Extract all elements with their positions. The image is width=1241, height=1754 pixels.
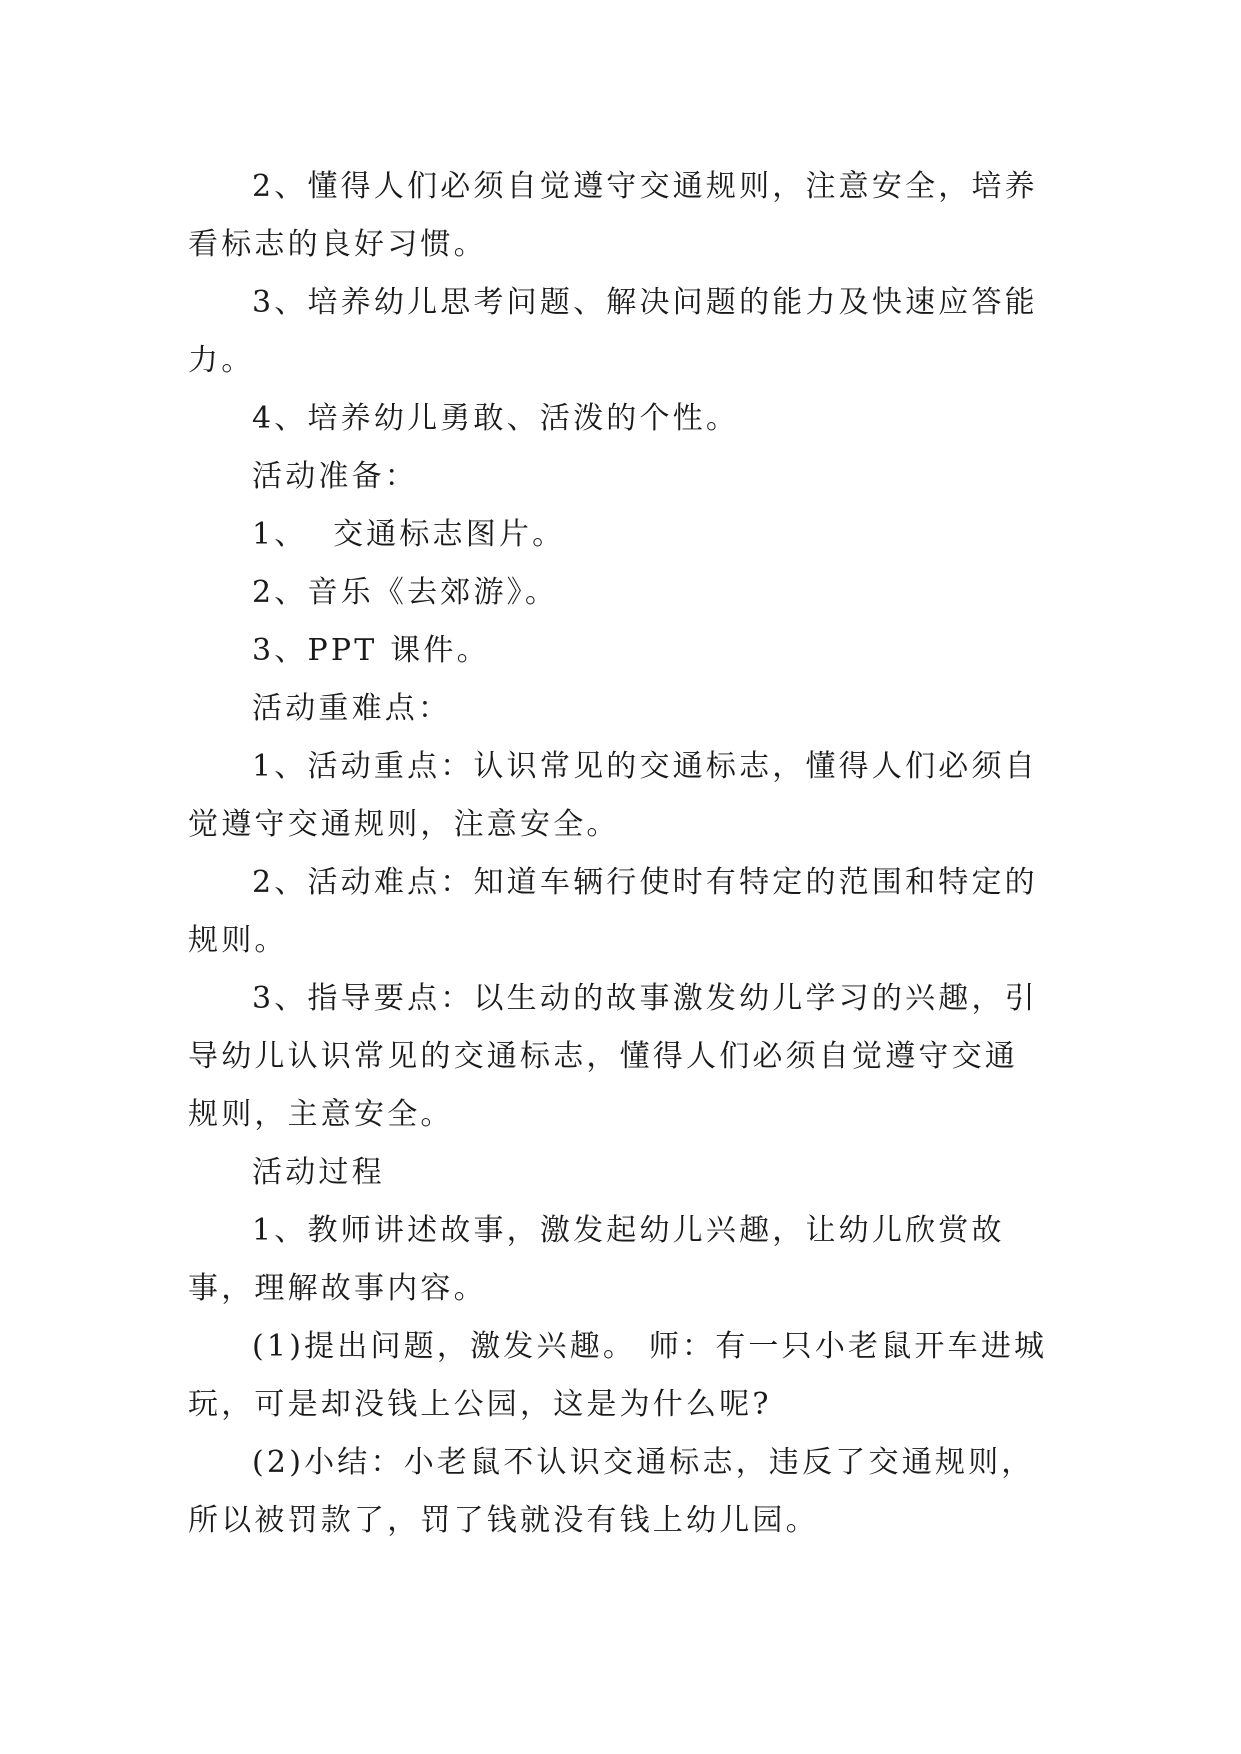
paragraph-key-1: 1、活动重点：认识常见的交通标志，懂得人们必须自觉遵守交通规则，注意安全。 bbox=[188, 749, 1038, 842]
paragraph-process-1: 1、教师讲述故事，激发起幼儿兴趣，让幼儿欣赏故事，理解故事内容。 bbox=[188, 1213, 1005, 1306]
paragraph-process-1-2: (2)小结：小老鼠不认识交通标志，违反了交通规则，所以被罚款了，罚了钱就没有钱上幼儿园。 bbox=[188, 1445, 1035, 1538]
paragraph-process-1-1: (1)提出问题，激发兴趣。 师：有一只小老鼠开车进城玩，可是却没钱上公园，这是为什么呢? bbox=[188, 1329, 1048, 1422]
heading-process: 活动过程 bbox=[252, 1155, 385, 1190]
paragraph-prep-2: 2、音乐《去郊游》。 bbox=[252, 575, 559, 610]
document-body bbox=[188, 158, 1050, 1550]
paragraph-goal-2: 2、懂得人们必须自觉遵守交通规则，注意安全，培养看标志的良好习惯。 bbox=[188, 169, 1038, 262]
paragraph-prep-1: 1、 交通标志图片。 bbox=[252, 517, 566, 552]
paragraph-key-2: 2、活动难点：知道车辆行使时有特定的范围和特定的规则。 bbox=[188, 865, 1038, 958]
paragraph-key-3: 3、指导要点：以生动的故事激发幼儿学习的兴趣，引导幼儿认识常见的交通标志，懂得人们必须自觉遵守交通规则，主意安全。 bbox=[188, 981, 1038, 1132]
paragraph-goal-3: 3、培养幼儿思考问题、解决问题的能力及快速应答能力。 bbox=[188, 285, 1038, 378]
paragraph-goal-4: 4、培养幼儿勇敢、活泼的个性。 bbox=[252, 401, 740, 436]
paragraph-prep-3: 3、PPT 课件。 bbox=[252, 633, 490, 668]
heading-key-points: 活动重难点： bbox=[252, 691, 452, 726]
heading-preparation: 活动准备： bbox=[252, 459, 418, 494]
